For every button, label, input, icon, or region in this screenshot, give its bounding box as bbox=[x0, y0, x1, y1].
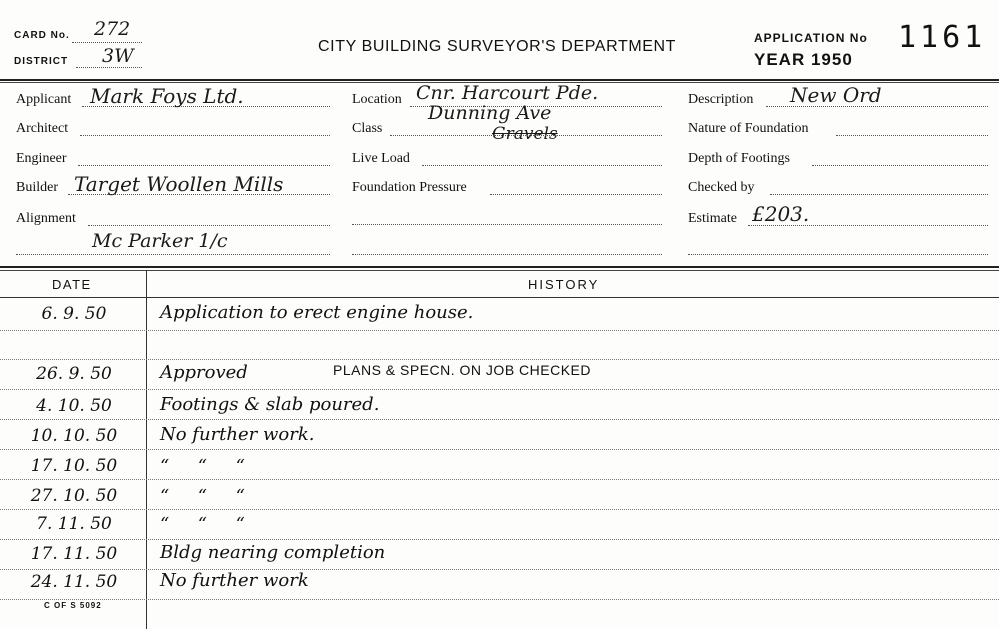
history-header: HISTORY bbox=[528, 277, 600, 292]
checked-by-label: Checked by bbox=[688, 180, 755, 195]
card-no-line bbox=[72, 42, 142, 43]
checked-by-line bbox=[770, 194, 988, 195]
estimate-label: Estimate bbox=[688, 211, 737, 226]
row-date: 17. 11. 50 bbox=[30, 544, 118, 564]
table-top-border-2 bbox=[0, 270, 999, 271]
table-row bbox=[0, 572, 999, 602]
foundation-pressure-line bbox=[490, 194, 662, 195]
location-value-2: Dunning Ave bbox=[428, 102, 552, 124]
row-entry: Application to erect engine house. bbox=[160, 302, 474, 323]
middle-line-6 bbox=[352, 254, 662, 255]
table-row bbox=[0, 364, 999, 394]
district-value: 3W bbox=[102, 45, 134, 67]
live-load-line bbox=[422, 165, 662, 166]
foundation-pressure-label: Foundation Pressure bbox=[352, 180, 467, 195]
district-label: DISTRICT bbox=[14, 56, 69, 67]
location-value-1: Cnr. Harcourt Pde. bbox=[416, 82, 599, 104]
location-value-3: Gravels bbox=[492, 124, 558, 144]
estimate-value: £203. bbox=[752, 202, 810, 226]
class-label: Class bbox=[352, 121, 383, 136]
year-label: YEAR 1950 bbox=[754, 50, 853, 69]
row-date: 10. 10. 50 bbox=[30, 426, 118, 446]
district-line bbox=[76, 67, 142, 68]
description-value: New Ord bbox=[790, 83, 882, 107]
nature-of-foundation-label: Nature of Foundation bbox=[688, 121, 809, 136]
row-entry: “ “ “ bbox=[160, 514, 245, 535]
card-no-label: CARD No. bbox=[14, 30, 70, 41]
row-entry: No further work bbox=[160, 570, 309, 591]
row-entry: Footings & slab poured. bbox=[160, 394, 380, 415]
form-code: C OF S 5092 bbox=[44, 601, 102, 610]
class-line bbox=[390, 135, 662, 136]
location-label: Location bbox=[352, 92, 402, 107]
table-row bbox=[0, 456, 999, 486]
header-divider bbox=[0, 79, 999, 81]
builder-label: Builder bbox=[16, 180, 58, 195]
builder-value: Target Woollen Mills bbox=[74, 172, 284, 196]
row-rule bbox=[0, 359, 999, 360]
application-no-value: 1161 bbox=[898, 20, 987, 55]
description-label: Description bbox=[688, 92, 754, 107]
engineer-label: Engineer bbox=[16, 151, 67, 166]
right-line-6 bbox=[688, 254, 988, 255]
row-entry: “ “ “ bbox=[160, 456, 245, 477]
row-date: 24. 11. 50 bbox=[30, 572, 118, 592]
table-header-border bbox=[0, 297, 999, 298]
row-date: 6. 9. 50 bbox=[41, 304, 107, 324]
row-date: 4. 10. 50 bbox=[36, 396, 112, 416]
nature-of-foundation-line bbox=[836, 135, 988, 136]
row-entry: Bldg nearing completion bbox=[160, 542, 386, 563]
alignment-line bbox=[88, 225, 330, 226]
department-title: CITY BUILDING SURVEYOR'S DEPARTMENT bbox=[318, 38, 677, 55]
date-header: DATE bbox=[52, 277, 92, 292]
depth-of-footings-line bbox=[812, 165, 988, 166]
depth-of-footings-label: Depth of Footings bbox=[688, 151, 790, 166]
alignment-line-2 bbox=[16, 254, 330, 255]
table-row bbox=[0, 514, 999, 544]
table-row bbox=[0, 396, 999, 426]
row-entry: “ “ “ bbox=[160, 486, 245, 507]
table-row bbox=[0, 486, 999, 516]
plans-checked-stamp: PLANS & SPECN. ON JOB CHECKED bbox=[333, 362, 592, 378]
alignment-label: Alignment bbox=[16, 211, 76, 226]
alignment-note: Mc Parker 1/c bbox=[92, 230, 228, 252]
table-row bbox=[0, 426, 999, 456]
table-top-border bbox=[0, 266, 999, 268]
card-no-value: 272 bbox=[94, 18, 131, 40]
row-date: 7. 11. 50 bbox=[36, 514, 112, 534]
applicant-value: Mark Foys Ltd. bbox=[90, 84, 244, 108]
engineer-line bbox=[78, 165, 330, 166]
row-entry: Approved bbox=[160, 362, 248, 383]
table-row bbox=[0, 304, 999, 334]
architect-line bbox=[80, 135, 330, 136]
row-entry: No further work. bbox=[160, 424, 315, 445]
middle-line-5 bbox=[352, 224, 662, 225]
row-date: 17. 10. 50 bbox=[30, 456, 118, 476]
row-date: 26. 9. 50 bbox=[36, 364, 112, 384]
row-date: 27. 10. 50 bbox=[30, 486, 118, 506]
applicant-label: Applicant bbox=[16, 92, 72, 107]
live-load-label: Live Load bbox=[352, 151, 410, 166]
table-row bbox=[0, 544, 999, 574]
application-no-label: APPLICATION No bbox=[754, 31, 868, 45]
architect-label: Architect bbox=[16, 121, 69, 136]
